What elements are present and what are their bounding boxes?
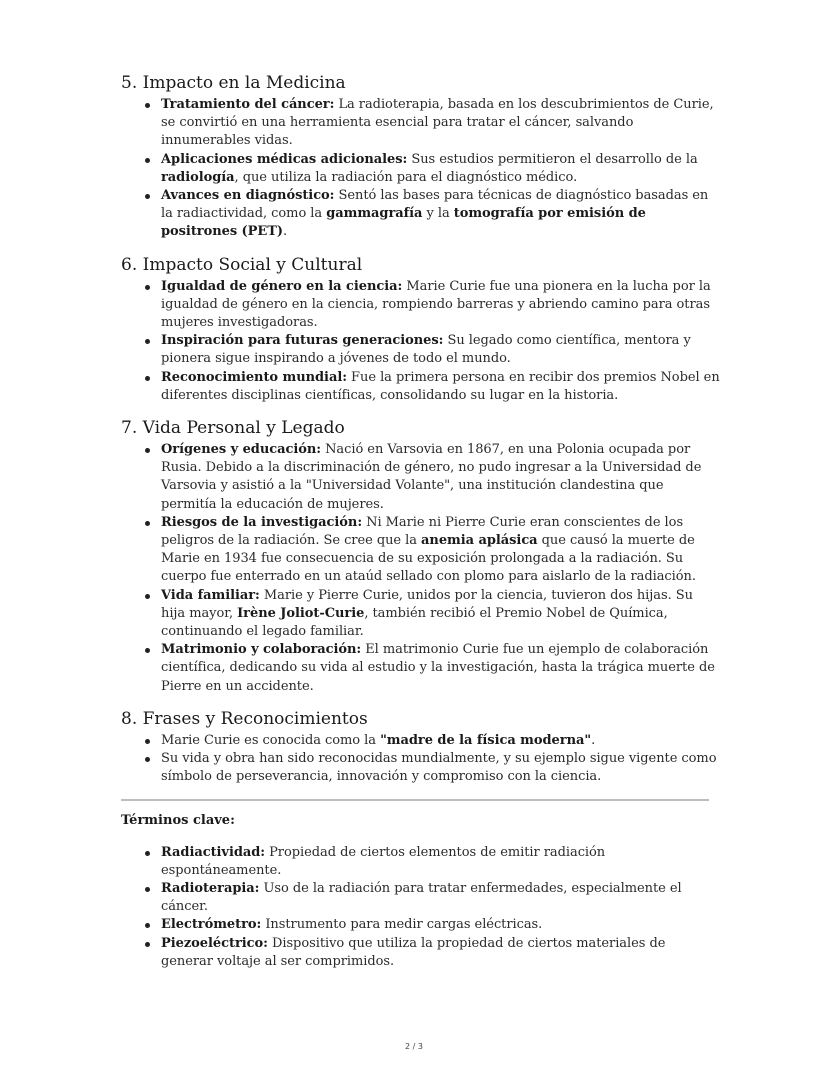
key-terms-title: Términos clave:	[121, 812, 235, 828]
bold-term: radiología	[161, 169, 235, 185]
item-text: .	[282, 224, 288, 240]
bold-term: gammagrafía	[326, 206, 423, 222]
list-item	[161, 750, 721, 786]
list-item	[161, 587, 721, 642]
bold-term: Avances en diagnóstico:	[161, 188, 335, 204]
item-text: Su vida y obra han sido reconocidas mundialmente, y su ejemplo sigue vigente como símbolo de perseverancia, innovación y compromiso con la ciencia.	[161, 751, 717, 785]
item-text: y la	[422, 206, 454, 222]
item-text: Propiedad de ciertos elementos de emitir radiación espontáneamente.	[161, 844, 606, 878]
item-text: Fue la primera persona en recibir dos premios Nobel en diferentes disciplinas científicas, consolidando su lugar en la historia.	[161, 369, 720, 403]
bold-term: Radioterapia:	[161, 880, 260, 896]
bold-term: Orígenes y educación:	[161, 442, 321, 458]
list-item	[161, 96, 721, 151]
item-text: La radioterapia, basada en los descubrimientos de Curie, se convirtió en una herramienta esencial para tratar el cáncer, salvando innumerables vidas.	[161, 97, 714, 149]
list-item	[161, 514, 721, 587]
section-list	[121, 732, 721, 787]
item-text: Dispositivo que utiliza la propiedad de ciertos materiales de generar voltaje al ser comprimidos.	[161, 935, 666, 969]
bold-term: tomografía por emisión de positrones (PET)	[161, 206, 646, 240]
list-item	[161, 332, 721, 368]
bold-term: anemia aplásica	[421, 533, 538, 549]
bold-term: Matrimonio y colaboración:	[161, 642, 362, 658]
list-item	[161, 844, 721, 880]
section-heading: 6. Impacto Social y Cultural	[121, 254, 363, 275]
bold-term: Piezoeléctrico:	[161, 935, 268, 951]
key-terms-list	[121, 844, 721, 971]
item-text: , que utiliza la radiación para el diagnóstico médico.	[234, 169, 578, 185]
list-item	[161, 187, 721, 242]
bold-term: Inspiración para futuras generaciones:	[161, 333, 444, 349]
list-item	[161, 916, 721, 934]
list-item	[161, 369, 721, 405]
bold-term: Aplicaciones médicas adicionales:	[161, 151, 408, 167]
bold-term: Igualdad de género en la ciencia:	[161, 278, 403, 294]
section-heading: 7. Vida Personal y Legado	[121, 418, 345, 439]
item-text: El matrimonio Curie fue un ejemplo de colaboración científica, dedicando su vida al estudio y la investigación, hasta la trágica muerte de Pierre en un accidente.	[161, 642, 715, 694]
item-text: , también recibió el Premio Nobel de Química, continuando el legado familiar.	[161, 605, 668, 640]
bold-term: Electrómetro:	[161, 917, 262, 933]
bold-term: "madre de la física moderna"	[380, 732, 592, 748]
item-text: Sus estudios permitieron el desarrollo de la	[407, 151, 698, 167]
list-item	[161, 151, 721, 187]
item-text: Marie Curie fue una pionera en la lucha por la igualdad de género en la ciencia, rompiendo barreras y abriendo camino para otras mujeres investigadoras.	[161, 278, 711, 331]
list-item	[161, 732, 721, 750]
list-item	[161, 880, 721, 916]
sections-container	[121, 72, 721, 787]
item-text: Marie y Pierre Curie, unidos por la ciencia, tuvieron dos hijas. Su hija mayor,	[161, 587, 693, 621]
section-list	[121, 96, 721, 242]
horizontal-divider	[121, 799, 709, 801]
item-text: Ni Marie ni Pierre Curie eran conscientes de los peligros de la radiación. Se cree que la	[161, 514, 684, 549]
bold-term: Tratamiento del cáncer:	[161, 97, 335, 112]
bold-term: Reconocimiento mundial:	[161, 369, 347, 385]
item-text: Instrumento para medir cargas eléctricas.	[261, 917, 543, 933]
page-number: 2 / 3	[405, 1042, 423, 1051]
item-text: que causó la muerte de Marie en 1934 fue consecuencia de su exposición prolongada a la radiación. Su cuerpo fue enterrado en un ataúd sellado con plomo para aislarlo de la radiación.	[161, 533, 696, 585]
section-heading: 8. Frases y Reconocimientos	[121, 708, 368, 729]
item-text: Sentó las bases para técnicas de diagnóstico basadas en la radiactividad, como la	[161, 188, 709, 222]
item-text: Su legado como científica, mentora y pionera sigue inspirando a jóvenes de todo el mundo.	[161, 333, 691, 367]
section-list	[121, 441, 721, 696]
list-item	[161, 935, 721, 971]
bold-term: Irène Joliot-Curie	[237, 605, 365, 621]
list-item	[161, 278, 721, 333]
list-item	[161, 641, 721, 696]
list-item	[161, 441, 721, 514]
bold-term: Riesgos de la investigación:	[161, 514, 363, 530]
item-text: Nació en Varsovia en 1867, en una Polonia ocupada por Rusia. Debido a la discriminación de género, no pudo ingresar a la Universidad de Varsovia y asistió a la "Universidad Volante", una institución clandestina que permitía la educación de mujeres.	[161, 442, 702, 512]
item-text: Marie Curie es conocida como la	[161, 732, 381, 748]
item-text: .	[591, 732, 596, 748]
bold-term: Vida familiar:	[161, 587, 260, 603]
section-list	[121, 278, 721, 405]
item-text: Uso de la radiación para tratar enfermedades, especialmente el cáncer.	[161, 880, 682, 915]
document-page	[121, 72, 721, 983]
bold-term: Radiactividad:	[161, 844, 266, 860]
section-heading: 5. Impacto en la Medicina	[121, 73, 346, 93]
